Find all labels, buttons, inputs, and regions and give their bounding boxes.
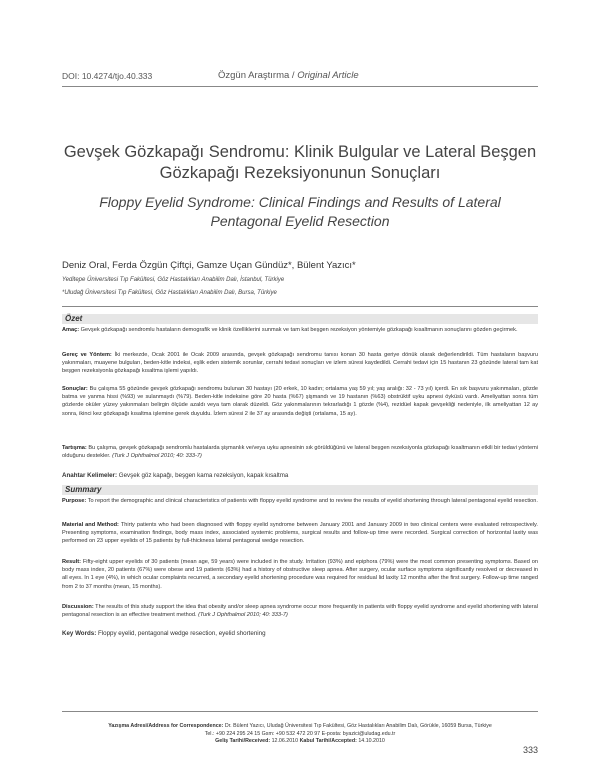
correspondence [62,723,538,746]
correspondence-dates: Geliş Tarihi/Received: 12.06.2010 Kabul Tarihi/Accepted: 14.10.2010 [215,738,385,745]
summary-methods: Material and Method: Thirty patients who had been diagnosed with floppy eyelid syndrome between January 2001 and January 2009 in two clinical centers were evaluated retrospectively. Presenting symptoms, examination findings, body mass index, associated systemic problems, surgical results and follow-up time were recorded. Surgical correction of horizontal laxity was performed on 23 upper eyelids of 15 patients by full-thickness lateral pentagonal wedge resection. [62,522,538,545]
correspondence-contact: Tel.: +90 224 295 24 15 Gsm: +90 532 472 20 97 E-posta: byazici@uludag.edu.tr [204,730,396,737]
ozet-heading: Özet [62,314,538,324]
summary-results: Result: Fifty-eight upper eyelids of 30 patients (mean age, 59 years) were included in the study. Irritation (93%) and epiphora (79%) were the most common presenting symptoms. Based on body mass index, 20 patients (67%) were obese and 19 patients (63%) had a history of obstructive sleep apnea. After surgery, ocular surface symptoms significantly resolved or decreased in all eyes. In 1 eye (4%), in which ocular complaints recurred, a secondary eyelid shortening procedure was required for residual lid laxity 12 months after the first surgery. Follow-up time ranged from 2 to 37 months (mean, 15 months). [62,559,538,590]
ozet-discussion: Tartışma: Bu çalışma, gevşek gözkapağı sendromlu hastalarda şişmanlık ve/veya uyku apnesinin sık görüldüğünü ve lateral beşgen rezeksiyonla gözkapağı kısaltmanın etkili bir tedavi yöntemi olduğunu destekler. (Turk J Ophthalmol 2010; 40: 333-7) [62,445,538,460]
affiliation-1: Yeditepe Üniversitesi Tıp Fakültesi, Göz Hastalıkları Anabilim Dalı, İstanbul, Türkiye [62,277,285,283]
ozet-keywords: Anahtar Kelimeler: Gevşek göz kapağı, beşgen kama rezeksiyon, kapak kısaltma [62,472,289,479]
title-turkish: Gevşek Gözkapağı Sendromu: Klinik Bulgular ve Lateral Beşgen Gözkapağı Rezeksiyonunun Sonuçları [63,143,537,182]
abstract-rule [62,306,538,307]
footer-rule [62,711,538,712]
ozet-methods: Gereç ve Yöntem: İki merkezde, Ocak 2001 ile Ocak 2009 arasında, gevşek gözkapağı sendromu tanısı konan 30 hasta geriye dönük olarak değerlendirildi. Tüm hastaların başvuru yakınmaları, muayene bulguları, beden-kitle indeksi, eşlik eden sistemik sorunlar, cerrahi tedavi sonuçları ve izlem süresi kaydedildi. Cerrahi tedavi için 15 hastanın 23 gözünde lateral tam kat beşgen rezeksiyonla gözkapağı kısaltma işlemi yapıldı. [62,352,539,375]
ozet-purpose: Amaç: Gevşek gözkapağı sendromlu hastaların demografik ve klinik özelliklerini sunmak ve tam kat beşgen rezeksiyon yöntemiyle gözkapağı kısaltmanın sonuçlarını gözden geçirmek. [62,327,518,333]
ozet-results: Sonuçlar: Bu çalışma 55 gözünde gevşek gözkapağı sendromu bulunan 30 hastayı (20 erkek, 10 kadın; ortalama yaş 59 yıl; yaş aralığı: 32 - 73 yıl) içerdi. En sık başvuru yakınmaları, gözde batma ve yanma hissi (%93) ve sulanmaydı (%79). Beden-kitle indeksine göre 20 hasta (%67) şişmandı ve 19 hastanın (%63) obstrüktif uyku apnesi öyküsü vardı. Ameliyattan sonra tüm gözlerde oküler yüzey yakınmaları belirgin ölçüde azaldı veya tam olarak düzeldi. Göz yakınmalarının tekrarladığı 1 gözde (%4), rezidüel kapak gevşekliği nedeniyle, ilk ameliyattan 12 ay sonra, ikinci kez gözkapağı kısaltma işlemine gerek duyuldu. İzlem süresi 2 ile 37 ay arasında değişti (ortalama, 15 ay). [62,386,538,417]
doi: DOI: 10.4274/tjo.40.333 [62,71,153,81]
correspondence-address: Yazışma Adresi/Address for Correspondence: Dr. Bülent Yazıcı, Uludağ Üniversitesi Tıp Fakültesi, Göz Hastalıkları Anabilim Dalı, Görükle, 16059 Bursa, Türkiye [108,723,492,729]
article-type: Özgün Araştırma / Original Article [218,70,359,81]
title-english: Floppy Eyelid Syndrome: Clinical Findings and Results of Lateral Pentagonal Eyelid Resection [99,194,501,229]
page-number: 333 [522,745,538,755]
affiliation-2: *Uludağ Üniversitesi Tıp Fakültesi, Göz Hastalıkları Anabilim Dalı, Bursa, Türkiye [62,290,277,296]
authors: Deniz Oral, Ferda Özgün Çiftçi, Gamze Uçan Gündüz*, Bülent Yazıcı* [62,260,356,271]
header-rule [62,86,538,87]
summary-purpose: Purpose: To report the demographic and clinical characteristics of patients with floppy eyelid syndrome and to review the results of eyelid shortening through lateral pentagonal eyelid resection. [62,498,538,504]
summary-heading: Summary [62,485,538,495]
summary-discussion: Discussion: The results of this study support the idea that obesity and/or sleep apnea syndrome occur more frequently in patients with floppy eyelid syndrome and eyelid shortening with lateral pentagonal resection is an effective treatment method. (Turk J Ophthalmol 2010; 40: 333-7) [62,604,538,619]
summary-keywords: Key Words: Floppy eyelid, pentagonal wedge resection, eyelid shortening [62,630,266,637]
